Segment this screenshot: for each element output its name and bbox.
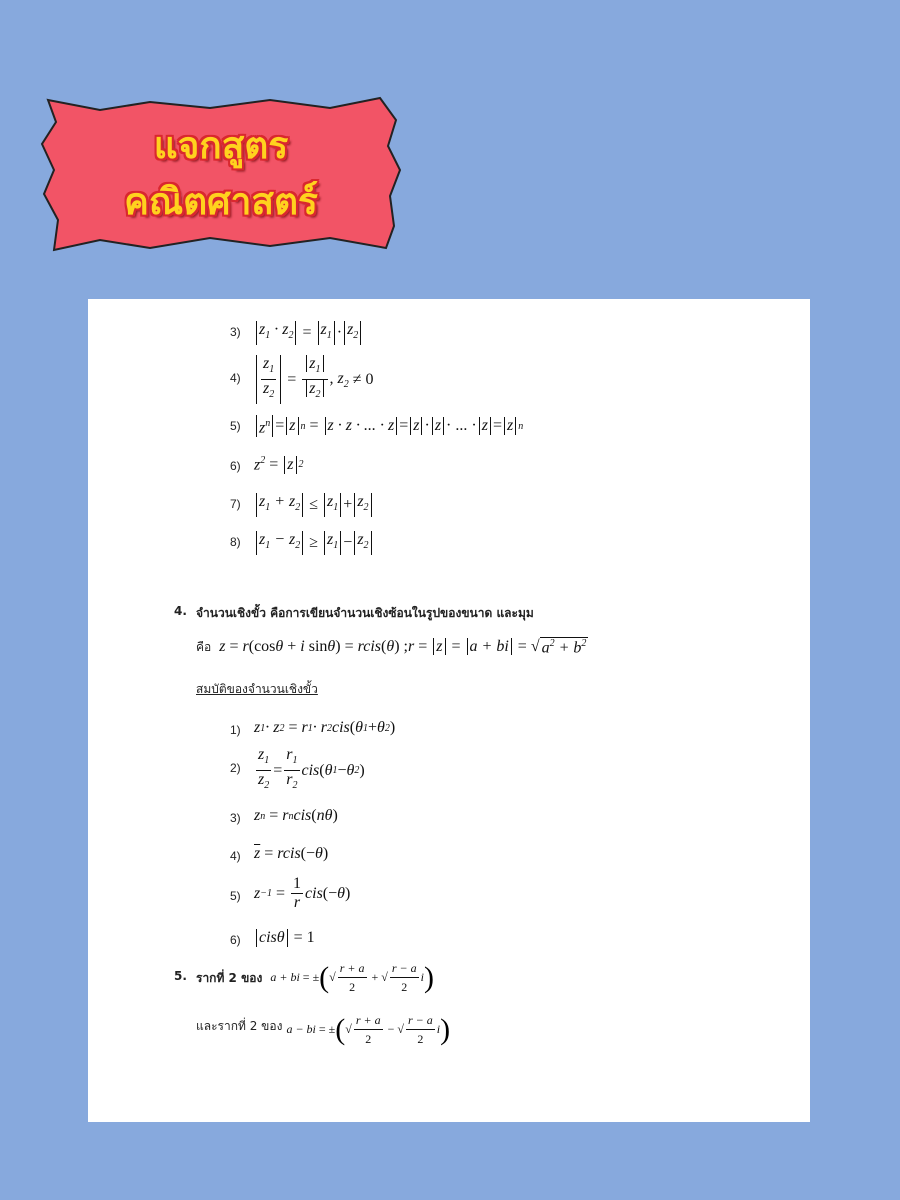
- item-number: 5): [230, 889, 241, 903]
- formula-modulus-product: $z_1 \cdot z_2$ = $z_1$ · $z_2$: [254, 321, 363, 345]
- item-number: 2): [230, 761, 241, 775]
- formula-polar-quotient: $\frac{z_1}{z_2}$ = $\frac{r_1}{r_2}$ cis ( θ 1 − θ 2 ): [258, 746, 365, 792]
- formula-reverse-triangle-inequality: $z_1 - z_2$ ≥ $z_1$ − $z_2$: [254, 531, 374, 555]
- formula-polar-inverse: z −1 = $\frac{1}{r}$ cis (− θ ): [254, 875, 351, 911]
- formula-modulus-power: $z^n$ = z n = z · z · ... · z = z · z · ... · z = z n: [254, 415, 523, 437]
- square-root-formula: รากที่ 2 ของ a + bi = ± ( √ $\frac{r + a}{2}$ + √ $\frac{r - a}{2}$ i ): [196, 960, 435, 994]
- formula-polar-conjugate: $\overline{z}$ = rcis (− θ ): [254, 845, 329, 862]
- item-number: 6): [230, 459, 241, 473]
- item-number: 8): [230, 535, 241, 549]
- item-number: 3): [230, 811, 241, 825]
- formula-modulus-square: $z^2$ = z 2: [254, 455, 304, 474]
- polar-form-definition: คือ z = r(cosθ + i sinθ) = rcis(θ) ;r = z = a + bi = √ $a^2 + b^2$: [196, 638, 587, 657]
- square-root-label: รากที่ 2 ของ: [196, 971, 263, 985]
- item-number: 6): [230, 933, 241, 947]
- formula-cis-modulus: cisθ = 1: [254, 929, 315, 947]
- badge-title-line2: คณิตศาสตร์: [124, 180, 318, 223]
- item-number: 7): [230, 497, 241, 511]
- item-number: 4): [230, 371, 241, 385]
- section-heading: จำนวนเชิงขั้ว คือการเขียนจำนวนเชิงซ้อนในรูปของขนาด และมุม: [196, 606, 534, 620]
- subheading: สมบัติของจำนวนเชิงขั้ว: [196, 682, 318, 696]
- item-number: 4): [230, 849, 241, 863]
- formula-polar-power: z n = r n cis ( nθ ): [254, 807, 338, 824]
- item-number: 3): [230, 325, 241, 339]
- badge-title-line1: แจกสูตร: [153, 124, 289, 167]
- formula-polar-product: z 1 · z 2 = r 1 · r 2 cis ( θ 1 + θ 2 ): [254, 719, 396, 736]
- formula-triangle-inequality: $z_1 + z_2$ ≤ $z_1$ + $z_2$: [254, 493, 374, 517]
- title-badge: [40, 96, 402, 252]
- square-root-label: และรากที่ 2 ของ: [196, 1019, 283, 1033]
- item-number: 5): [230, 419, 241, 433]
- section-number: 5.: [174, 969, 187, 983]
- section-number: 4.: [174, 604, 187, 618]
- document-page: [88, 299, 810, 1122]
- definition-prefix: คือ: [196, 639, 212, 654]
- square-root-formula-conjugate: และรากที่ 2 ของ a − bi = ± ( √ $\frac{r + a}{2}$ − √ $\frac{r - a}{2}$ i ): [196, 1012, 451, 1046]
- formula-modulus-quotient: $\frac{z_1}{z_2}$ = $\frac{z_1}{z_2}$ , $z_2$ ≠ 0: [254, 355, 374, 404]
- item-number: 1): [230, 723, 241, 737]
